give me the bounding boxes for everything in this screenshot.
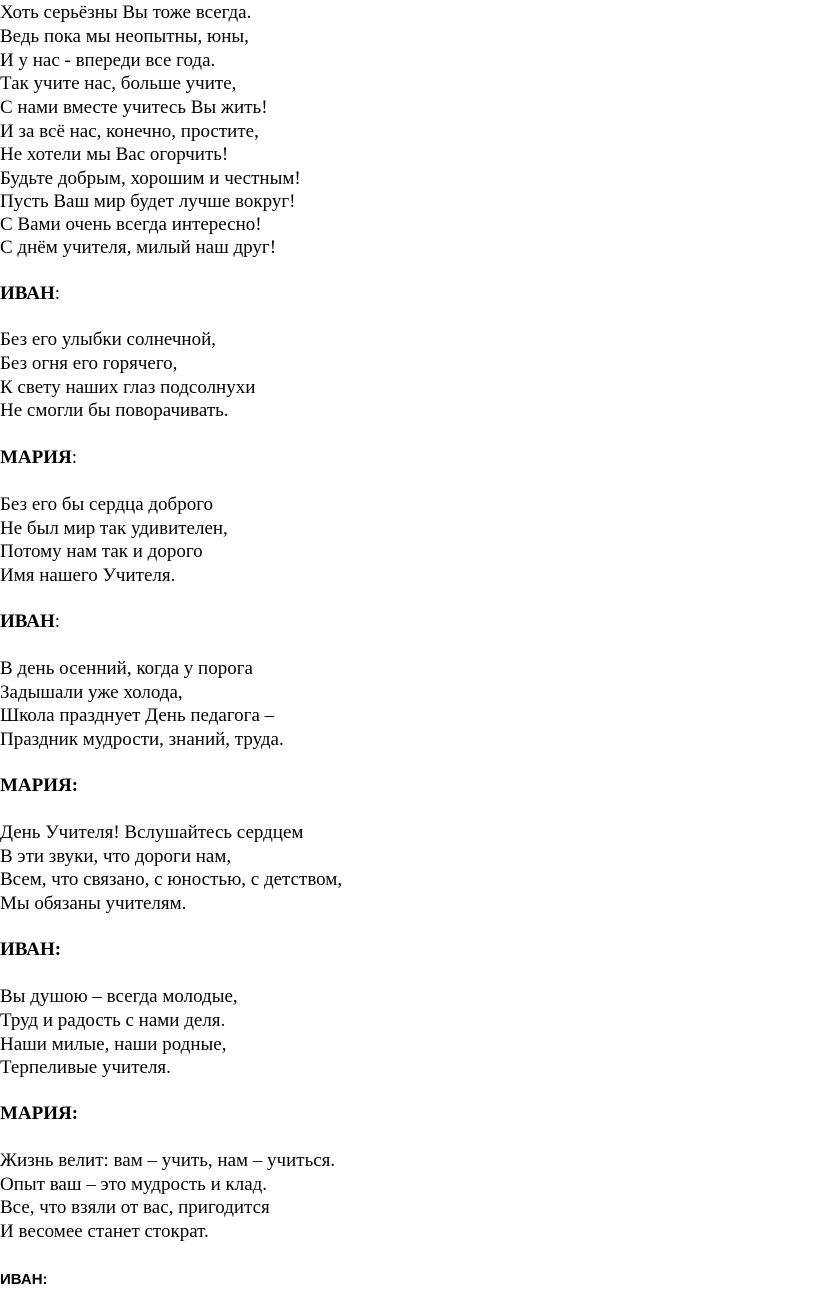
poem-line: День Учителя! Вслушайтесь сердцем — [0, 822, 304, 843]
poem-line: И у нас - впереди все года. — [0, 50, 216, 71]
speaker-label: ИВАН: — [0, 1271, 48, 1288]
speaker-colon: : — [54, 611, 61, 632]
poem-line: С нами вместе учитесь Вы жить! — [0, 97, 268, 118]
poem-line: Без его бы сердца доброго — [0, 494, 214, 515]
poem-line: Без огня его горячего, — [0, 353, 178, 374]
speaker-label — [0, 610, 60, 634]
poem-line: Задышали уже холода, — [0, 682, 183, 703]
speaker-label — [0, 774, 78, 798]
speaker-label — [0, 282, 60, 306]
poem-line: К свету наших глаз подсолнухи — [0, 377, 256, 398]
poem-line: И весомее станет стократ. — [0, 1221, 209, 1242]
poem-line: Наши милые, наши родные, — [0, 1034, 227, 1055]
speaker-label — [0, 446, 77, 470]
poem-line: В день осенний, когда у порога — [0, 658, 253, 679]
poem-line: Праздник мудрости, знаний, труда. — [0, 729, 284, 750]
poem-line: Потому нам так и дорого — [0, 541, 203, 562]
poem-line: С днём учителя, милый наш друг! — [0, 237, 277, 258]
speaker-label — [0, 1102, 78, 1126]
poem-line: Труд и радость с нами деля. — [0, 1010, 226, 1031]
poem-line: Будьте добрым, хорошим и честным! — [0, 168, 301, 189]
poem-line: Не хотели мы Вас огорчить! — [0, 144, 229, 165]
poem-line: Все, что взяли от вас, пригодится — [0, 1197, 270, 1218]
poem-line: Не смогли бы поворачивать. — [0, 400, 229, 421]
speaker-name: ИВАН — [0, 283, 55, 304]
poem-line: Всем, что связано, с юностью, с детством, — [0, 869, 343, 890]
poem-line: Без его улыбки солнечной, — [0, 329, 216, 350]
poem-line: В эти звуки, что дороги нам, — [0, 846, 232, 867]
speaker-colon: : — [54, 283, 61, 304]
speaker-label — [0, 938, 61, 962]
poem-line: Так учите нас, больше учите, — [0, 73, 237, 94]
poem-line: Опыт ваш – это мудрость и клад. — [0, 1174, 268, 1195]
poem-line: Хоть серьёзны Вы тоже всегда. — [0, 2, 252, 23]
speaker-colon: : — [71, 447, 78, 468]
speaker-name: ИВАН — [0, 611, 55, 632]
poem-line: Жизнь велит: вам – учить, нам – учиться. — [0, 1150, 336, 1171]
poem-line: Имя нашего Учителя. — [0, 565, 176, 586]
speaker-name: ИВАН: — [0, 939, 62, 960]
poem-line: Не был мир так удивителен, — [0, 518, 228, 539]
poem-line: Пусть Ваш мир будет лучше вокруг! — [0, 191, 296, 212]
poem-line: С Вами очень всегда интересно! — [0, 214, 262, 235]
poem-line: Школа празднует День педагога – — [0, 705, 275, 726]
speaker-name: МАРИЯ: — [0, 1103, 79, 1124]
speaker-name: МАРИЯ: — [0, 775, 79, 796]
poem-line: И за всё нас, конечно, простите, — [0, 121, 259, 142]
speaker-name: МАРИЯ — [0, 447, 72, 468]
poem-line: Терпеливые учителя. — [0, 1057, 171, 1078]
poem-line: Ведь пока мы неопытны, юны, — [0, 26, 249, 47]
poem-line: Мы обязаны учителям. — [0, 893, 187, 914]
poem-line: Вы душою – всегда молодые, — [0, 986, 238, 1007]
